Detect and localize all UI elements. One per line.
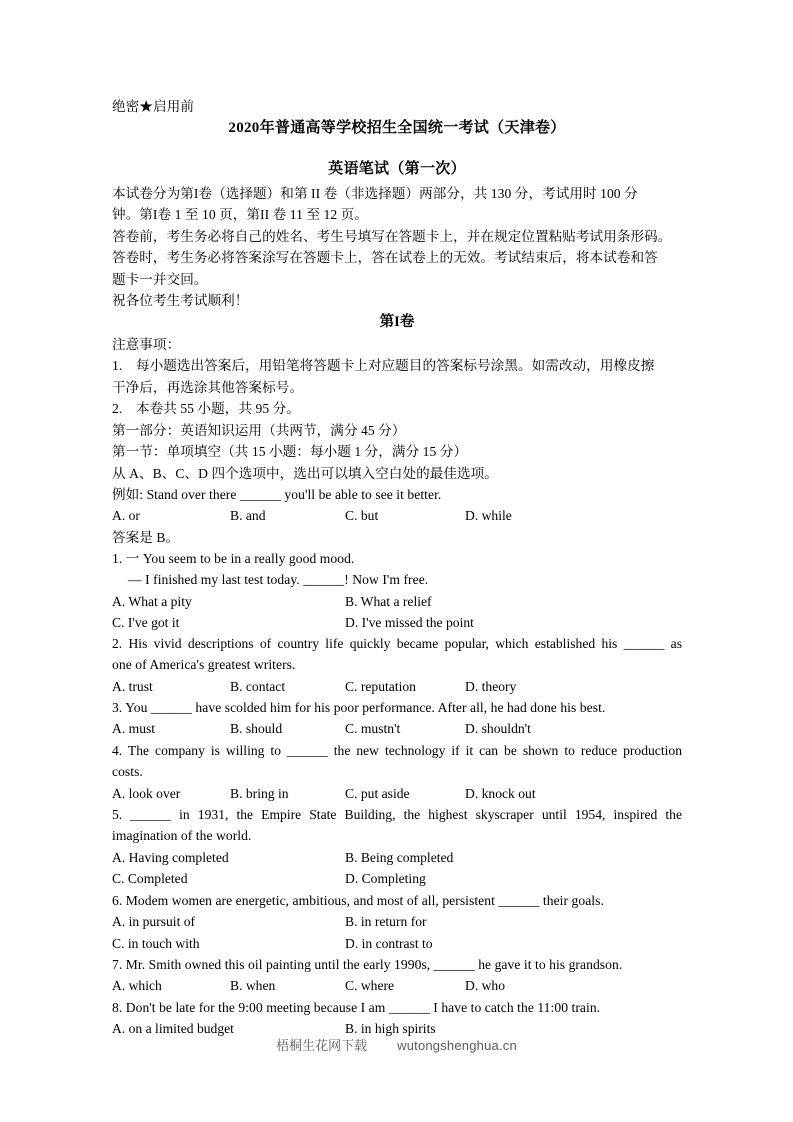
section-one-header: 第一节：单项填空（共 15 小题：每小题 1 分，满分 15 分） xyxy=(112,444,468,460)
part-headers-block xyxy=(112,420,682,484)
question-5-stem-line-2: imagination of the world. xyxy=(112,828,252,844)
instruction-line-2: 钟。第I卷 1 至 10 页，第II 卷 11 至 12 页。 xyxy=(112,207,368,223)
question-3-options xyxy=(112,718,682,739)
question-7-stem: 7. Mr. Smith owned this oil painting until the early 1990s, ______ he gave it to his grandson. xyxy=(112,957,623,972)
question-8 xyxy=(112,997,682,1040)
question-2-option-d[interactable]: D. theory xyxy=(465,678,517,694)
question-2-stem-line-2: one of America's greatest writers. xyxy=(112,657,296,673)
instruction-line-1: 本试卷分为第I卷（选择题）和第 II 卷（非选择题）两部分，共 130 分，考试用时 100 分 xyxy=(112,186,638,201)
exam-volume-heading-block xyxy=(112,312,682,333)
page-title: 2020年普通高等学校招生全国统一考试（天津卷） xyxy=(228,120,566,136)
question-2-option-a[interactable]: A. trust xyxy=(112,678,153,694)
instruction-line-3: 答卷前，考生务必将自己的姓名、考生号填写在答题卡上，并在规定位置粘贴考试用条形码。 xyxy=(112,228,672,244)
instruction-line-5: 题卡一并交回。 xyxy=(112,271,208,287)
example-answer: 答案是 B。 xyxy=(112,529,180,545)
question-1-options-row-1 xyxy=(112,591,682,612)
question-4-option-b[interactable]: B. bring in xyxy=(230,785,289,801)
question-1-option-b[interactable]: B. What a relief xyxy=(345,593,432,609)
question-6-options-row-1 xyxy=(112,911,682,932)
part-one-header: 第一部分：英语知识运用（共两节，满分 45 分） xyxy=(112,423,406,438)
question-6-option-a[interactable]: A. in pursuit of xyxy=(112,914,196,930)
question-1-option-c[interactable]: C. I've got it xyxy=(112,615,180,631)
question-1-stem-line-2: — I finished my last test today. ______! Now I'm free. xyxy=(128,572,429,588)
question-7-option-a[interactable]: A. which xyxy=(112,978,162,994)
question-2-options xyxy=(112,676,682,697)
direction-text: 从 A、B、C、D 四个选项中，选出可以填入空白处的最佳选项。 xyxy=(112,465,498,481)
question-5-stem-line-1: 5. ______ in 1931, the Empire State Building, the highest skyscraper until 1954, inspired the xyxy=(112,807,682,822)
question-4-stem-line-2: costs. xyxy=(112,764,143,780)
question-3-option-b[interactable]: B. should xyxy=(230,721,283,737)
question-5-option-d[interactable]: D. Completing xyxy=(345,871,426,887)
secret-label: 绝密★启用前 xyxy=(112,99,195,114)
question-3-stem: 3. You ______ have scolded him for his poor performance. After all, he had done his best. xyxy=(112,700,606,715)
question-2 xyxy=(112,633,682,697)
example-option-d[interactable]: D. while xyxy=(465,508,512,524)
note-1-line-1: 1. 每小题选出答案后，用铅笔将答题卡上对应题目的答案标号涂黑。如需改动，用橡皮擦 xyxy=(112,358,655,374)
question-6-option-b[interactable]: B. in return for xyxy=(345,914,427,930)
question-5-option-a[interactable]: A. Having completed xyxy=(112,849,229,865)
question-8-option-b[interactable]: B. in high spirits xyxy=(345,1021,436,1037)
question-3-option-d[interactable]: D. shouldn't xyxy=(465,721,531,737)
question-6-option-c[interactable]: C. in touch with xyxy=(112,935,200,951)
question-1-option-d[interactable]: D. I've missed the point xyxy=(345,615,474,631)
question-5-options-row-2 xyxy=(112,868,682,889)
document-page xyxy=(112,0,682,1122)
question-6-option-d[interactable]: D. in contrast to xyxy=(345,935,433,951)
footer-watermark-label: 梧桐生花网下载 xyxy=(276,1038,368,1053)
question-7 xyxy=(112,954,682,997)
example-option-b[interactable]: B. and xyxy=(230,508,266,524)
note-2: 2. 本卷共 55 小题，共 95 分。 xyxy=(112,401,300,417)
question-2-option-b[interactable]: B. contact xyxy=(230,678,286,694)
instruction-line-6: 祝各位考生考试顺利！ xyxy=(112,293,249,309)
question-7-option-b[interactable]: B. when xyxy=(230,978,276,994)
question-7-options xyxy=(112,975,682,996)
question-8-stem: 8. Don't be late for the 9:00 meeting because I am ______ I have to catch the 11:00 train. xyxy=(112,1000,601,1015)
question-4-options xyxy=(112,783,682,804)
question-4-stem-line-1: 4. The company is willing to ______ the new technology if it can be shown to reduce production xyxy=(112,743,682,758)
example-options xyxy=(112,505,682,526)
section-heading: 第I卷 xyxy=(379,314,415,330)
example-option-a[interactable]: A. or xyxy=(112,508,140,524)
question-7-option-d[interactable]: D. who xyxy=(465,978,506,994)
notes-heading: 注意事项： xyxy=(112,337,181,352)
question-6-stem: 6. Modem women are energetic, ambitious, and most of all, persistent ______ their goals. xyxy=(112,893,604,908)
question-4-option-d[interactable]: D. knock out xyxy=(465,785,536,801)
footer-site-url: wutongshenghua.cn xyxy=(397,1038,517,1053)
question-5-option-b[interactable]: B. Being completed xyxy=(345,849,454,865)
question-3-option-a[interactable]: A. must xyxy=(112,721,156,737)
question-1-stem-line-1: 1. 一 You seem to be in a really good mood. xyxy=(112,551,355,566)
question-4-option-a[interactable]: A. look over xyxy=(112,785,181,801)
note-1-line-2: 干净后，再选涂其他答案标号。 xyxy=(112,379,304,395)
example-option-c[interactable]: C. but xyxy=(345,508,379,524)
question-7-option-c[interactable]: C. where xyxy=(345,978,395,994)
example-stem: 例如: Stand over there ______ you'll be able to see it better. xyxy=(112,487,442,502)
question-1 xyxy=(112,548,682,634)
page-footer xyxy=(0,1035,793,1054)
instruction-line-4: 答卷时，考生务必将答案涂写在答题卡上，答在试卷上的无效。考试结束后，将本试卷和答 xyxy=(112,250,658,266)
question-5-options-row-1 xyxy=(112,847,682,868)
question-8-option-a[interactable]: A. on a limited budget xyxy=(112,1021,234,1037)
question-6-options-row-2 xyxy=(112,933,682,954)
question-5-option-c[interactable]: C. Completed xyxy=(112,871,188,887)
question-2-stem-line-1: 2. His vivid descriptions of country life quickly became popular, which established his ______ as xyxy=(112,636,682,651)
page-subtitle: 英语笔试（第一次） xyxy=(328,161,466,177)
question-2-option-c[interactable]: C. reputation xyxy=(345,678,416,694)
question-4 xyxy=(112,740,682,804)
question-6 xyxy=(112,890,682,954)
question-3-option-c[interactable]: C. mustn't xyxy=(345,721,401,737)
question-4-option-c[interactable]: C. put aside xyxy=(345,785,410,801)
question-1-options-row-2 xyxy=(112,612,682,633)
question-1-option-a[interactable]: A. What a pity xyxy=(112,593,192,609)
example-block xyxy=(112,484,682,548)
question-5 xyxy=(112,804,682,890)
notes-block xyxy=(112,334,682,420)
instructions-block xyxy=(112,183,682,311)
question-3 xyxy=(112,697,682,740)
